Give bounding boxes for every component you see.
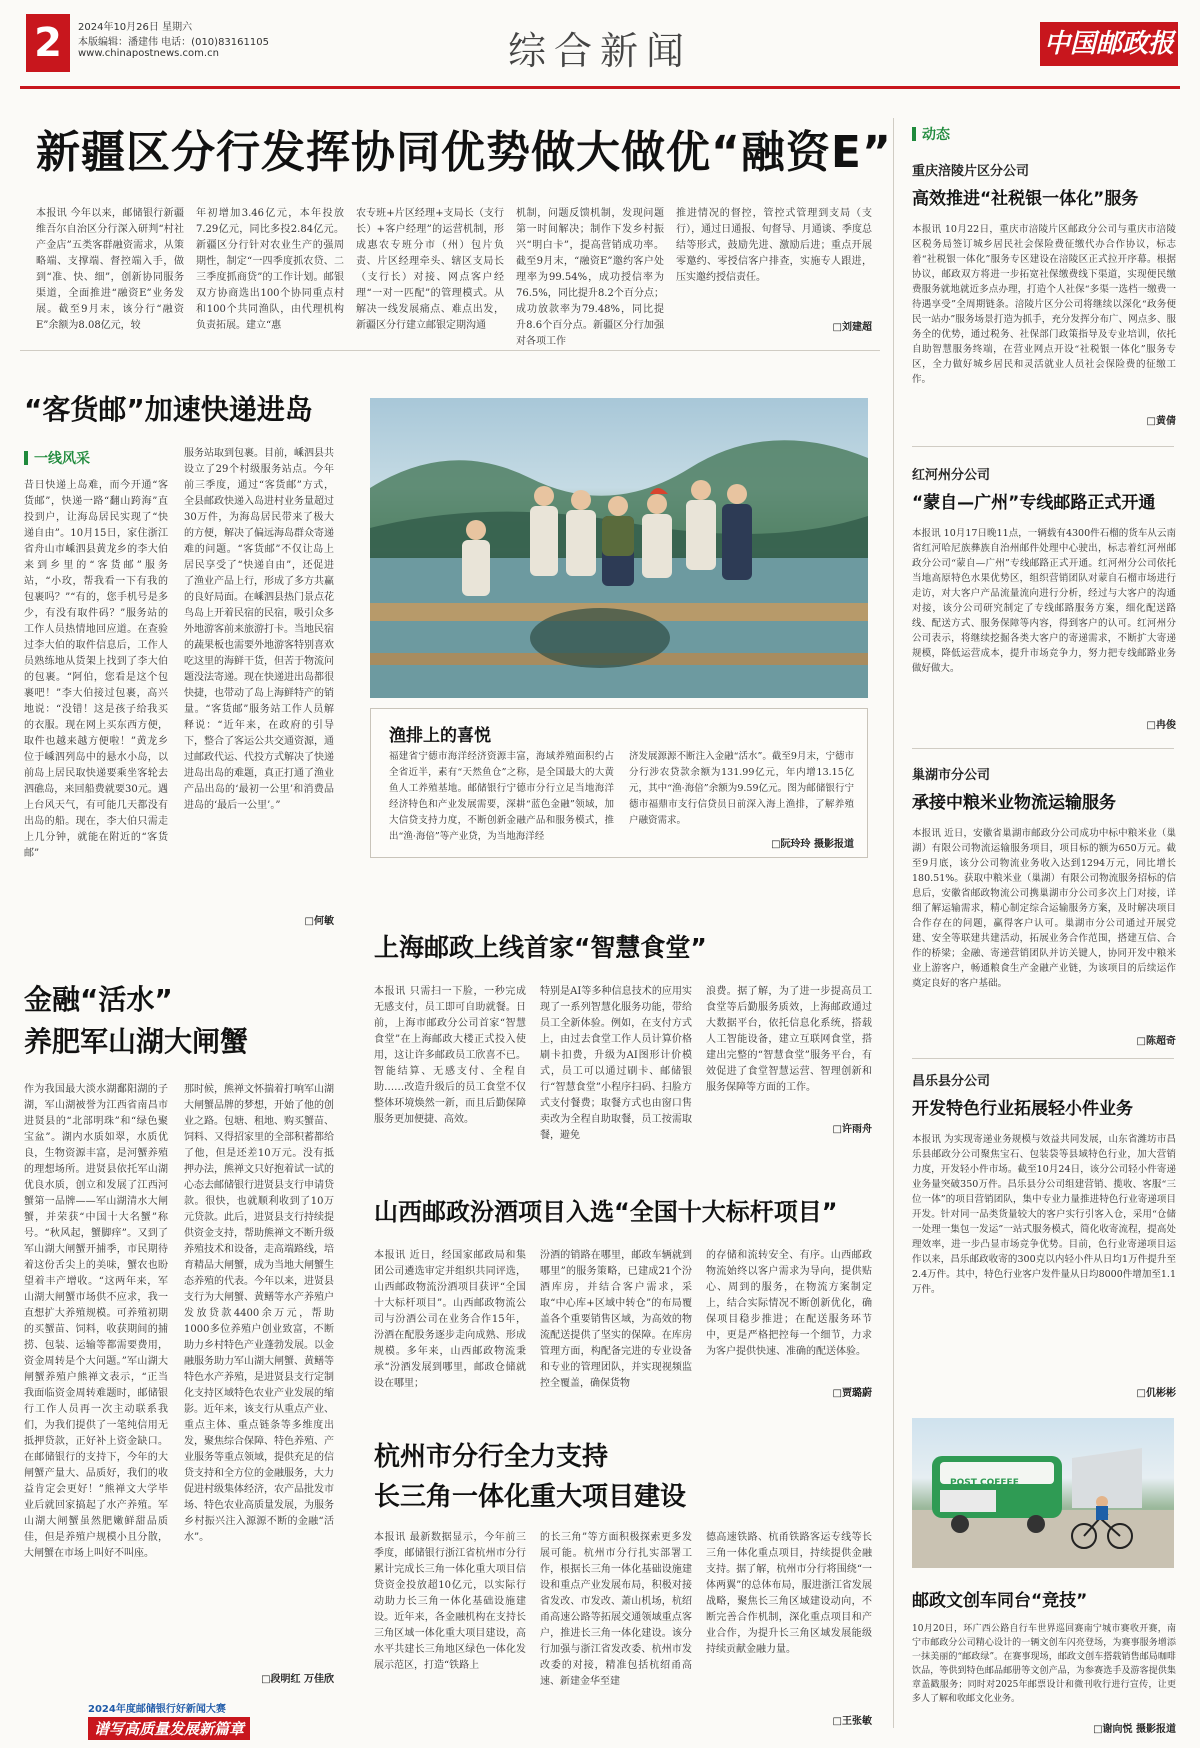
footer-banner-line2: 谱写高质量发展新篇章: [88, 1717, 250, 1740]
fish-farm-photo: [370, 398, 868, 698]
news-item-branch: 昌乐县分公司: [912, 1074, 991, 1089]
fish-farm-illustration: [370, 398, 868, 698]
crab-story-title-line2: 养肥军山湖大闸蟹: [24, 1025, 249, 1058]
lead-story-byline: □刘建超: [832, 322, 872, 333]
news-item-title: 开发特色行业拓展轻小件业务: [912, 1099, 1133, 1119]
island-story-col1: 昔日快递上岛难，而今开通“客货邮”，快递一路“翻山跨海”直投到户，让海岛居民实现了“快递自由”。10月15日，家住浙江省舟山市嵊泗县黄龙乡的李大伯来到乡里的“客货邮”服务站，“小玫，帮我看一下有我的包裹吗？”“有的，您手机号是多少，有没有取件码？”服务站的工作人员热情地回应道。在查验过李大伯的取件信息后，工作人员熟练地从货架上找到了李大伯的包裹。“阿伯，您看是这个包裹吧！”李大伯接过包裹，高兴地说：“没错！这是孩子给我买的衣服。现在网上买东西方便，取件也越来越方便啦！”黄龙乡位于嵊泗列岛中的悬水小岛，以前岛上居民取快递要乘坐客轮去泗礁岛，来回船费就要30元。遇上台风天气，有可能几天都没有出岛的船。现在，李大伯只需走上几分钟，就能在附近的“客货邮”: [24, 480, 168, 859]
item-rule: [912, 748, 1174, 749]
canteen-story-col3-wrap: [706, 984, 872, 1142]
shanxi-story-col1: 本报讯 近日，经国家邮政局和集团公司遴选审定并组织共同评选，山西邮政物流汾酒项目获评“全国十大标杆项目”。山西邮政物流公司与汾酒公司在业务合作15年，汾酒在配股务逐步走向成熟、形成规模。多年来，山西邮政物流秉承“汾酒发展到哪里，邮政仓储就设在哪里；: [374, 1250, 526, 1389]
hangzhou-story-col1: 本报讯 最新数据显示，今年前三季度，邮储银行浙江省杭州市分行累计完成长三角一体化重大项目信贷资金投放超10亿元，以实际行动助力长三角一体化基础设施建设。近年来，各金融机构在支持长三角区域一体化重大项目建设，高水平共建长三角地区绿色一体化发展示范区，打造“铁路上: [374, 1532, 526, 1671]
photo-item-title: 邮政文创车同台“竞技”: [912, 1591, 1088, 1611]
canteen-story-col2: 特别是AI等多种信息技术的应用实现了一系列智慧化服务功能，带给员工全新体验。例如，在支付方式上，由过去食堂工作人员计算价格刷卡扣费，升级为AI图形计价模式，员工可以通过刷卡、邮储银行“智慧食堂”小程序扫码、扫脸方式支付餐费；取餐方式也由窗口售卖改为全程自助取餐，员工按需取餐，避免: [540, 986, 692, 1141]
island-story-col2: 服务站取到包裹。目前，嵊泗县共设立了29个村级服务站点。今年前三季度，通过“客货邮”方式，全县邮政快递入岛进村业务量超过30万件，为海岛居民带来了极大的方便，解决了偏远海岛群众寄递难的问题。“客货邮”不仅让岛上居民享受了“快递自由”，还促进了渔业产品上行，形成了多方共赢的良好局面。在嵊泗县热门景点花鸟岛上开着民宿的民宿，吸引众多外地游客前来旅游打卡。当地民宿的蔬果板也需要外地游客特别喜欢吃这里的海鲜干货，但苦于物流问题没法寄递。现在快递进出岛都很快捷，也带动了岛上海鲜特产的销量。“客货邮”服务站工作人员解释说：“近年来，在政府的引导下，整合了客运公共交通资源，通过邮政代运、代投方式解决了快递进岛出岛的难题，真正打通了渔业产品出岛的‘最初一公里’和消费品进岛的‘最后一公里’。”: [184, 448, 334, 811]
shanxi-story-byline: □贾璐蔚: [832, 1388, 872, 1399]
news-item-body: 本报讯 为实现寄递业务规模与效益共同发展，山东省潍坊市昌乐县邮政分公司聚焦宝石、包装袋等县域特色行业，加大营销力度，开发轻小件市场。截至10月24日，该分公司轻小件寄递业务量突破350万件。昌乐县分公司组建营销、揽收、客服“三位一体”的项目营销团队，集中专业力量推进特色行业寄递项目开发。针对同一品类货量较大的客户实行引客入仓，采用“仓储一处理一集包一发运”一站式服务模式，简化收寄流程，提高处理效率，进一步凸显市场竞争优势。目前，色行业寄递项目运作以来，昌乐邮政收寄的300克以内轻小件从日均1万件提升至2.4万件。其中，特色行业客户发件量从日均8000件增加至1.1万件。: [912, 1134, 1176, 1295]
footer-banner: [88, 1700, 288, 1738]
island-story-byline: □何敏: [304, 916, 334, 927]
masthead-logo: 中国邮政报: [1040, 22, 1178, 66]
lead-story-col2: 年初增加3.46亿元，本年投放7.29亿元，同比多投2.84亿元。新疆区分行针对农业生产的强周期性，制定“一四季度抓农贷、二三季度抓商贷”的工作计划。邮银双方协商选出100个协同重点村和100个共同渔队，由代理机构负责拓展。建立“惠: [196, 208, 344, 331]
website[interactable]: www.chinapostnews.com.cn: [78, 48, 219, 59]
news-item-title: 承接中粮米业物流运输服务: [912, 793, 1116, 813]
canteen-story-byline: □许雨舟: [832, 1124, 872, 1135]
island-story-col2-wrap: [184, 446, 334, 934]
photo-feature-title: 渔排上的喜悦: [389, 726, 491, 746]
section-rule: [20, 350, 880, 351]
crab-story-col1: 作为我国最大淡水湖鄱阳湖的子湖，军山湖被誉为江西省南昌市进贤县的“北部明珠”和“绿色聚宝盆”。湖内水质如翠，水质优良，生物资源丰富，是河蟹养殖的理想场所。进贤县依托军山湖优良水质，创立和发展了江西河蟹第一品牌——军山湖清水大闸蟹，并荣获“中国十大名蟹”称号。“秋风起，蟹脚痒”。又到了军山湖大闸蟹开捕季，市民期待着这份舌尖上的美味，蟹农也盼望着丰产增收。“这两年来，军山湖大闸蟹市场供不应求，我一直想扩大养殖规模。可养殖初期的买蟹苗、饲料，收获期间的捕捞、包装、运输等都需要费用，资金周转是个大问题。”军山湖大闸蟹养殖户熊禅文表示，“正当我面临资金周转难题时，邮储银行工作人员再一次主动联系我们，为我们提供了一笔纯信用无抵押贷款，正好补上资金缺口。在邮储银行的支持下，今年的大闸蟹产量大、品质好，我们的收益肯定会更好！”熊禅文大学毕业后就回家搞起了水产养殖。军山湖大闸蟹虽然肥嫩鲜甜品质佳，但是养殖户规模小且分散，大闸蟹在市场上叫好不叫座。: [24, 1084, 168, 1559]
canteen-story-col3: 浪费。据了解，为了进一步提高员工食堂等后勤服务质效，上海邮政通过大数据平台，依托信息化系统，搭载人工智能设备，建立互联网食堂，搭建出完整的“智慧食堂”服务平台，有效促进了食堂智慧运营、智理创新和服务保障等方面的工作。: [706, 986, 872, 1093]
news-item-body: 本报讯 近日，安徽省巢湖市邮政分公司成功中标中粮米业（巢湖）有限公司物流运输服务项目，项目标的额为650万元。截至9月底，该分公司物流业务收入达到1294万元，同比增长180.51%。获取中粮米业（巢湖）有限公司物流服务招标的信息后，安徽省邮政物流公司携巢湖市分公司多次上门对接，详细了解运输需求，精心制定综合运输服务方案，及时解决项目合作存在的问题，赢得客户认可。巢湖市分公司通过开展党建、安全等联建共建活动，拓展业务合作范围，搭建互信、合作的桥梁；金融、寄递营销团队并访关键人，协同开发中粮米业上游客户，畅通粮食生产金融产业链，为该项目的后续运作奠定良好的客户基础。: [912, 828, 1176, 989]
page-header: [0, 0, 1200, 88]
crab-story-byline: □段明红 万佳欣: [261, 1674, 334, 1685]
issue-date: 2024年10月26日 星期六: [78, 22, 193, 33]
island-story-title: “客货邮”加速快递进岛: [24, 393, 313, 426]
coffee-truck-sign: POST COFFEE: [950, 1478, 1019, 1488]
photo-feature-col1: 福建省宁德市海洋经济资源丰富，海域养殖面积约占全省近半，素有“天然鱼仓”之称，是全国最大的大黄鱼人工养殖基地。邮储银行宁德市分行立足当地海洋经济特色和产业发展需要，深耕“蓝色金融”领域，加大信贷支持力度，不断创新金融产品和服务模式，推出“渔·海倍”等产业贷，为当地海洋经: [389, 751, 614, 842]
news-item-title: 高效推进“社税银一体化”服务: [912, 189, 1139, 209]
shanxi-story-col2: 汾酒的销路在哪里，邮政车辆就到哪里”的服务策略，已建成21个汾酒库房，并结合客户需求，采取“中心库+区域中转仓”的布局覆盖各个重要销售区域，为高效的物流配送提供了坚实的保障。在库房管理方面，构配备完进的专业设备和专业的管理团队，并实现视频监控全覆盖，确保货物: [540, 1250, 692, 1389]
news-item-body: 本报讯 10月17日晚11点，一辆载有4300件石榴的货车从云南省红河哈尼族彝族自治州邮件处理中心驶出，标志着红河州邮政分公司“蒙自—广州”专线邮路正式开通。红河州分公司依托当地高原特色水果优势区，组织营销团队对蒙自石榴市场进行走访，对大客户产品流量流向进行分析，经过与大客户的沟通对接，该分公司研究制定了专线邮路服务方案，细化配送路线、配送方式、服务保障等内容，得到客户的认可。红河州分公司表示，将继续挖掘各类大客户的寄递需求，不断扩大寄递规模，降低运营成本，提升市场竞争力，努力把专线邮路业务做好做大。: [912, 528, 1176, 674]
shanxi-story-title: 山西邮政汾酒项目入选“全国十大标杆项目”: [374, 1198, 838, 1226]
photo-item-body-wrap: [912, 1622, 1176, 1736]
hangzhou-story-title-line2: 长三角一体化重大项目建设: [374, 1482, 687, 1512]
news-item-byline: □仉彬彬: [1136, 1388, 1176, 1399]
footer-banner-line1: 2024年度邮储银行好新闻大赛: [88, 1704, 226, 1715]
crab-story-col2: 那时候，熊禅文怀揣着打响军山湖大闸蟹品牌的梦想，开始了他的创业之路。包塘、租地、购买蟹苗、饲料、又得招家里的全部积蓄都给了他，但是还差10万元。没有抵押办法，熊禅文只好抱着试一试的心态去邮储银行进贤县支行申请贷款。很快，也就顺利收到了10万元贷款。此后，进贤县支行持续提供资金支持，帮助熊禅文不断升级养殖技术和设备，走高端路线，培育精品大闸蟹，成为当地大闸蟹生态养殖的代表。今年以来，进贤县支行为大闸蟹、黄鳝等水产养殖户发放贷款4400余万元，帮助1000多位养殖户创业致富，不断助力乡村特色产业蓬勃发展。以金融服务助力军山湖大闸蟹、黄鳝等特色水产养殖，是进贤县支行定制化支持区域特色农业产业发展的缩影。近年来，该支行从重点产业、重点主体、重点链条等多维度出发，聚焦综合保障、特色养殖、产业服务等重点领域，提供充足的信贷支持和全方位的金融服务，大力促进村级集体经济，农产品批发市场、特色农业高质量发展，为服务乡村振兴注入源源不断的金融“活水”。: [184, 1084, 334, 1543]
coffee-truck-illustration: [912, 1418, 1174, 1568]
lead-story-col1: 本报讯 今年以来，邮储银行新疆维吾尔自治区分行深入研判“村社产金店”五类客群融资需求，从策略端、支撑端、督控端入手，做到“准、快、细”，创新协同服务渠道，全面推进“融资E”业务发展。截至9月末，该分行“融资E”余额为8.08亿元，较: [36, 208, 184, 331]
canteen-story-title: 上海邮政上线首家“智慧食堂”: [374, 933, 707, 962]
column-divider: [893, 118, 894, 1728]
hangzhou-story-col2: 的长三角”等方面积极探索更多发展可能。杭州市分行扎实部署工作，根据长三角一体化基础设施建设和重点产业发展布局，积极对接省发改、市发改、萧山机场，杭绍甬高速公路等拓展交通领域重点客户，推进长三角一体化建设。该分行加强与浙江省发改委、杭州市发改委的对接，精准包括杭绍甬高速、新建金华至建: [540, 1532, 692, 1687]
crab-story-title-line1: 金融“活水”: [24, 983, 173, 1016]
photo-item-byline: □谢向悦 摄影报道: [1093, 1724, 1176, 1735]
hangzhou-story-byline: □王张敏: [832, 1716, 872, 1727]
news-item-branch: 红河州分公司: [912, 468, 991, 483]
news-item-branch: 巢湖市分公司: [912, 768, 991, 783]
news-item-byline: □冉俊: [1146, 720, 1176, 731]
news-item-body: 本报讯 10月22日，重庆市涪陵片区邮政分公司与重庆市涪陵区税务局签订城乡居民社会保险费征缴代办合作协议，标志着“社税银一体化”服务专区建设在涪陵区正式拉开序幕。根据协议，邮政双方将进一步拓宽社保缴费线下渠道，实现便民缴费服务就地就近多点办理，打造个人社保“多渠一选档一缴费一待遇享受”全周期链条。涪陵片区分公司将继续以深化“政务便民一站办”服务场景打造为抓手，充分发挥分布广、网点多、服务全的优势，通过税务、社保部门政策指导及专业培训，依托自助智慧服务终端，在营业网点开设“社税银一体化”服务专区，全力做好城乡居民和灵活就业人员社会保险费的征缴工作。: [912, 224, 1176, 385]
lead-story-col5-wrap: [676, 206, 872, 340]
right-column-tag: 动态: [912, 124, 950, 144]
news-item-byline: □陈超奇: [1136, 1036, 1176, 1047]
item-rule: [912, 1058, 1174, 1059]
canteen-story-col1: 本报讯 只需扫一下脸，一秒完成无感支付，员工即可自助就餐。日前，上海市邮政分公司首家“智慧食堂”在上海邮政大楼正式投入使用，这让许多邮政员工欣喜不已。智能结算、无感支付、全程自助……改造升级后的员工食堂不仅整体环境焕然一新，而且后勤保障服务更加便捷、高效。: [374, 986, 526, 1125]
island-story-tag: 一线风采: [24, 448, 90, 468]
item-rule: [912, 446, 1174, 447]
news-item-body-wrap: [912, 1132, 1176, 1402]
page-number: 2: [26, 14, 70, 72]
lead-story-col3: 农专班+片区经理+支局长（支行长）+客户经理”的运营机制，形成惠农专班分市（州）包片负责、片区经理牵头、辖区支局长（支行长）对接、网点客户经理“一对一匹配”的管理模式。从解决一线发展痛点、难点出发，新疆区分行建立邮银定期沟通: [356, 208, 504, 331]
section-title: 综合新闻: [507, 29, 692, 73]
shanxi-story-col3-wrap: [706, 1248, 872, 1406]
hangzhou-story-col3-wrap: [706, 1530, 872, 1734]
hangzhou-story-title-line1: 杭州市分行全力支持: [374, 1442, 609, 1472]
lead-story-col5: 推进情况的督控，管控式管理到支局（支行），通过日通报、旬督导、月通谈、季度总结等形式，鼓励先进、激励后进；重点开展零邀约、零授信客户排查，实施专人跟进，压实邀约授信责任。: [676, 208, 872, 283]
crab-story-col2-wrap: [184, 1082, 334, 1694]
photo-feature-col2: 济发展源源不断注入金融“活水”。截至9月末，宁德市分行涉农贷款余额为131.99亿元，年内增13.15亿元，其中“渔·海倍”余额为9.59亿元。图为邮储银行宁德市福鼎市支行信贷员日前深入海上渔排，了解养殖户融资需求。: [629, 751, 854, 826]
photo-caption-box: [370, 708, 868, 858]
post-coffee-truck-photo: [912, 1418, 1174, 1568]
photo-feature-byline: □阮玲玲 摄影报道: [771, 839, 854, 850]
news-item-body-wrap: [912, 526, 1176, 734]
photo-item-body: 10月20日，环广西公路自行车世界巡回赛南宁城市赛收开赛，南宁市邮政分公司精心设计的一辆文创车闪亮登场，为赛事服务增添一抹美丽的“邮政绿”。在赛事现场，邮政文创车搭载销售邮局咖啡饮品，等供到特色邮品邮册等文创产品，为参赛选手及游客提供集章盖戳服务；同时对2025年邮票设计和微刊收行进行宣传，让更多人了解和收邮文化业务。: [912, 1624, 1176, 1704]
news-item-title: “蒙自—广州”专线邮路正式开通: [912, 493, 1156, 513]
photo-feature-col2-wrap: [629, 749, 854, 853]
shanxi-story-col3: 的存储和流转安全、有序。山西邮政物流始终以客户需求为导向，提供贴心、周到的服务，在物流方案制定上，结合实际情况不断创新优化，确保项目稳步推进；在配送服务环节中，更是严格把控每一个细节，力求为客户提供快速、准确的配送体验。: [706, 1250, 872, 1357]
news-item-body-wrap: [912, 222, 1176, 430]
hangzhou-story-col3: 德高速铁路、杭甬铁路客运专线等长三角一体化重点项目，持续提供金融支持。据了解，杭州市分行将围绕“一体两翼”的总体布局，服进浙江省发展战略，聚焦长三角区域建设动向，不断完善合作机制，深化重点项目和产业合作，为提升长三角区域发展能级持续贡献金融力量。: [706, 1532, 872, 1655]
news-item-branch: 重庆涪陵片区分公司: [912, 164, 1030, 179]
lead-story-title: 新疆区分行发挥协同优势做大做优“融资E”: [36, 127, 892, 178]
editor-info: 本版编辑：潘建伟 电话：(010)83161105: [78, 37, 269, 48]
news-item-byline: □黄倩: [1146, 416, 1176, 427]
header-rule: [20, 86, 1180, 89]
news-item-body-wrap: [912, 826, 1176, 1050]
lead-story-col4: 机制，问题反馈机制，发现问题第一时间解决；制作下发乡村振兴“明白卡”，提高营销成功率。截至9月末，“融资E”邀约客户处理率为99.54%，成功授信率为76.5%，同比提升8.2个百分点；成功放款率为79.48%，同比提升8.6个百分点。新疆区分行加强对各项工作: [516, 208, 664, 347]
